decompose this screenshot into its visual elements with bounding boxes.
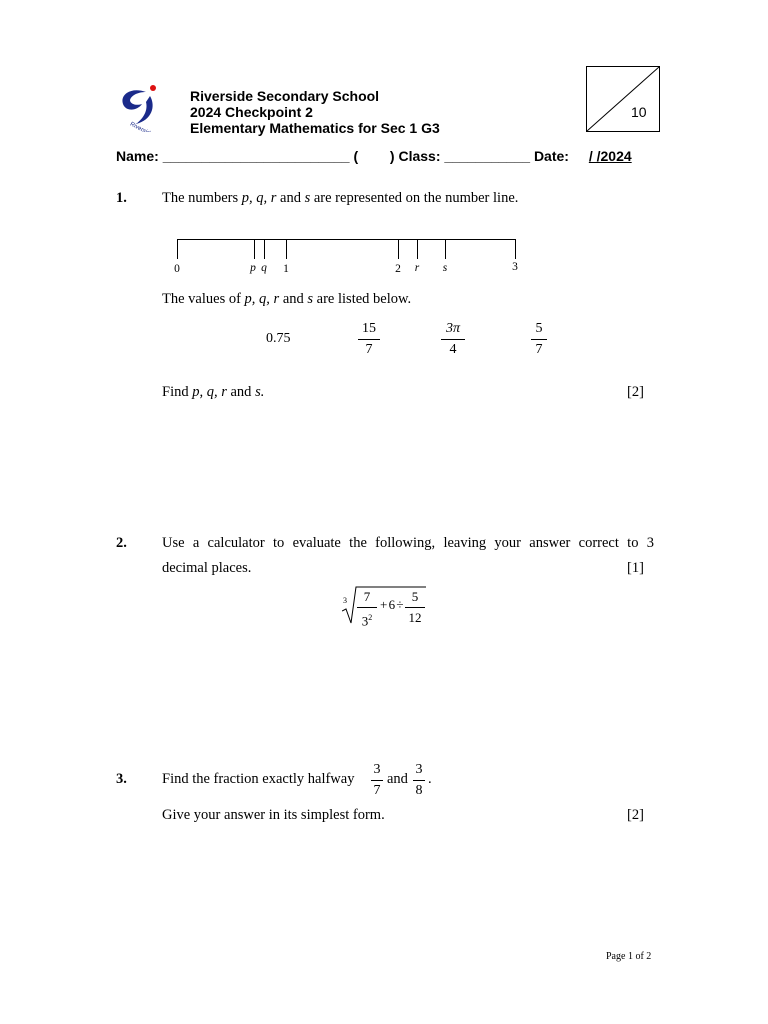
label-1: 1 — [283, 263, 289, 275]
q1-stem: The numbers p, q, r and s are represented on the number line. — [162, 190, 519, 206]
marks-box — [586, 66, 660, 132]
q3-fraction-3-8: $\frac{3}{8}$ — [413, 762, 425, 799]
tick-1 — [286, 239, 287, 259]
label-r: r — [414, 262, 420, 274]
q2-line2: decimal places. — [162, 560, 252, 576]
q3-number: 3. — [116, 771, 127, 787]
subject-title: Elementary Mathematics for Sec 1 G3 — [190, 120, 440, 136]
name-label: Name: — [116, 148, 159, 164]
expr-operators: + 6 ÷ — [380, 597, 403, 612]
q2-number: 2. — [116, 535, 127, 551]
q3-line2: Give your answer in its simplest form. — [162, 807, 385, 823]
q1-marks: [2] — [627, 384, 644, 400]
q3-stem: Find the fraction exactly halfway — [162, 771, 355, 787]
label-s: s — [442, 262, 448, 274]
value-fraction-15-7: $\frac{15}{7}$ — [358, 321, 380, 358]
tick-0 — [177, 239, 178, 259]
label-q: q — [261, 262, 267, 274]
q3-period: . — [428, 771, 432, 787]
header-titles — [190, 88, 440, 136]
name-field[interactable]: ________________________ — [162, 148, 350, 164]
date-field[interactable]: / /2024 — [588, 148, 632, 164]
tick-r — [417, 239, 418, 259]
date-label: Date: — [533, 148, 569, 164]
tick-3 — [515, 239, 516, 259]
expr-fraction-a: $\frac{7}{3^2}$ — [357, 589, 377, 629]
tick-2 — [398, 239, 399, 259]
tick-p — [254, 239, 255, 259]
school-name: Riverside Secondary School — [190, 88, 380, 104]
register-close: ) — [389, 148, 395, 164]
label-0: 0 — [174, 263, 180, 275]
total-marks: 10 — [631, 104, 647, 120]
q2-line1: Use a calculator to evaluate the following, leaving your answer correct to 3 — [162, 535, 654, 551]
logo-text: Riverside — [128, 121, 154, 132]
q3-and: and — [387, 771, 408, 787]
value-fraction-3pi-4: $\frac{3\pi}{4}$ — [441, 321, 465, 358]
label-3: 3 — [512, 261, 518, 273]
q3-fraction-3-7: $\frac{3}{7}$ — [371, 762, 383, 799]
q2-expression — [342, 585, 426, 627]
expr-fraction-b: $\frac{5}{12}$ — [405, 589, 425, 626]
class-field[interactable]: ___________ — [444, 148, 531, 164]
tick-q — [264, 239, 265, 259]
page-number: Page 1 of 2 — [606, 951, 652, 962]
q1-task: Find p, q, r and s. — [162, 384, 265, 400]
value-fraction-5-7: $\frac{5}{7}$ — [531, 321, 547, 358]
q2-marks: [1] — [627, 560, 644, 576]
exam-title: 2024 Checkpoint 2 — [190, 104, 313, 120]
label-p: p — [250, 262, 256, 274]
tick-s — [445, 239, 446, 259]
q3-marks: [2] — [627, 807, 644, 823]
value-decimal: 0.75 — [266, 331, 291, 346]
label-2: 2 — [395, 263, 401, 275]
school-logo — [116, 82, 164, 132]
class-label: Class: — [398, 148, 441, 164]
q1-number: 1. — [116, 190, 127, 206]
q1-listed-text: The values of p, q, r and s are listed below. — [162, 291, 412, 307]
root-index: 3 — [343, 596, 347, 605]
register-open: ( — [353, 148, 359, 164]
student-info-line — [116, 148, 632, 164]
